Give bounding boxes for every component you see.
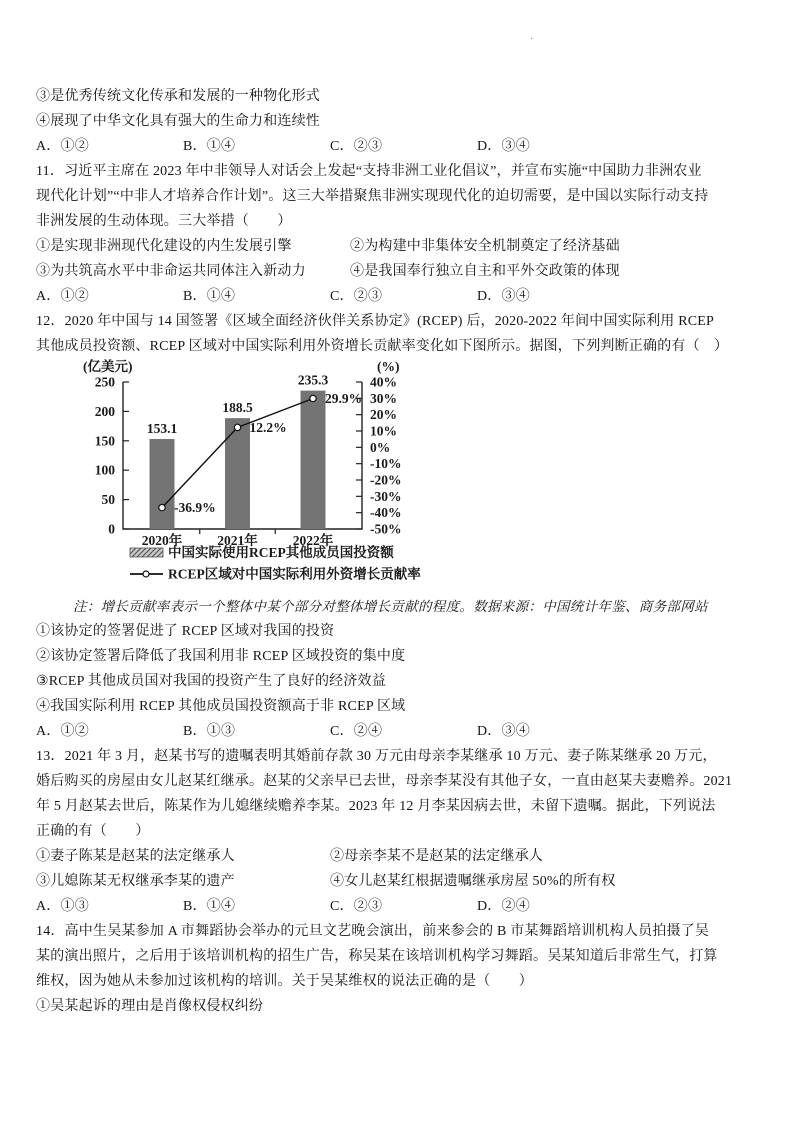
svg-text:RCEP区域对中国实际利用外资增长贡献率: RCEP区域对中国实际利用外资增长贡献率: [168, 566, 421, 582]
q10-option-a: A．①②: [36, 139, 89, 154]
svg-text:100: 100: [94, 462, 115, 478]
svg-text:-36.9%: -36.9%: [174, 500, 216, 516]
svg-text:40%: 40%: [370, 374, 397, 390]
svg-text:29.9%: 29.9%: [325, 390, 363, 406]
svg-text:-30%: -30%: [370, 488, 402, 504]
q13-stem-line-3: 年 5 月赵某去世后，陈某作为儿媳继续赡养李某。2023 年 12 月李某因病去世，未留下遗嘱。据此，下列说法: [36, 799, 716, 814]
q11-stem-line-2: 现代化计划”“中非人才培养合作计划”。这三大举措聚焦非洲实现现代化的迫切需要，是中国以实际行动支持: [36, 189, 709, 204]
svg-text:12.2%: 12.2%: [249, 419, 287, 435]
q11-stem-line-1: 11．习近平主席在 2023 年中非领导人对话会上发起“支持非洲工业化倡议”，并宣布实施“中国助力非洲农业: [36, 164, 702, 179]
q11-option-a: A．①②: [36, 289, 89, 304]
svg-text:-50%: -50%: [370, 521, 402, 537]
svg-text:2021年: 2021年: [217, 533, 258, 548]
q10-option-b: B．①④: [183, 139, 236, 154]
svg-text:2022年: 2022年: [292, 533, 334, 548]
svg-text:-10%: -10%: [370, 456, 402, 472]
q13-option-b: B．①④: [183, 899, 236, 914]
q12-option-a: A．①②: [36, 724, 89, 739]
q12-statement-4: ④我国实际利用 RCEP 其他成员国投资额高于非 RCEP 区域: [36, 699, 406, 714]
svg-text:0%: 0%: [370, 439, 391, 455]
q13-statement-4: ④女儿赵某红根据遗嘱继承房屋 50%的所有权: [330, 874, 616, 889]
svg-text:(%): (%): [377, 359, 400, 374]
q10-statement-3: ③是优秀传统文化传承和发展的一种物化形式: [36, 89, 320, 104]
q12-statement-2: ②该协定签署后降低了我国利用非 RCEP 区域投资的集中度: [36, 649, 406, 664]
q14-statement-1: ①吴某起诉的理由是肖像权侵权纠纷: [36, 999, 264, 1014]
q13-options: [36, 894, 765, 919]
q12-option-d: D．③④: [477, 724, 530, 739]
svg-text:30%: 30%: [370, 390, 397, 406]
q10-statement-4: ④展现了中华文化具有强大的生命力和连续性: [36, 114, 320, 129]
q11-option-d: D．③④: [477, 289, 530, 304]
svg-text:50: 50: [101, 492, 115, 508]
q11-statements-row-1: [36, 234, 765, 259]
svg-text:250: 250: [94, 374, 115, 390]
q13-statements-row-2: [36, 869, 765, 894]
q13-stem-line-4: 正确的有（ ）: [36, 824, 150, 839]
q11-statement-3: ③为共筑高水平中非命运共同体注入新动力: [36, 264, 306, 279]
q10-options: [36, 134, 765, 159]
svg-text:235.3: 235.3: [297, 372, 329, 388]
q12-option-c: C．②④: [330, 724, 383, 739]
rcep-investment-chart: [55, 359, 765, 594]
q14-stem-line-3: 维权，因为她从未参加过该机构的培训。关于吴某维权的说法正确的是（ ）: [36, 974, 533, 989]
q11-option-b: B．①④: [183, 289, 236, 304]
q12-stem-line-2: 其他成员投资额、RCEP 区域对中国实际利用外资增长贡献率变化如下图所示。据图，下列判断正确的有（ ）: [36, 339, 729, 354]
svg-text:-40%: -40%: [370, 505, 402, 521]
q11-options: [36, 284, 765, 309]
svg-text:10%: 10%: [370, 423, 397, 439]
svg-text:中国实际使用RCEP其他成员国投资额: 中国实际使用RCEP其他成员国投资额: [168, 545, 394, 560]
q13-statement-3: ③儿媳陈某无权继承李某的遗产: [36, 874, 235, 889]
q13-statements-row-1: [36, 844, 765, 869]
svg-text:188.5: 188.5: [222, 400, 253, 416]
q14-stem-line-1: 14．高中生吴某参加 A 市舞蹈协会举办的元旦文艺晚会演出，前来参会的 B 市某舞蹈培训机构人员拍摄了吴: [36, 924, 710, 939]
q11-statement-1: ①是实现非洲现代化建设的内生发展引擎: [36, 239, 292, 254]
svg-text:(亿美元): (亿美元): [83, 359, 133, 374]
q11-option-c: C．②③: [330, 289, 383, 304]
q11-statement-2: ②为构建中非集体安全机制奠定了经济基础: [350, 239, 620, 254]
svg-text:-20%: -20%: [370, 472, 402, 488]
q10-option-d: D．③④: [477, 139, 530, 154]
q13-stem-line-2: 婚后购买的房屋由女儿赵某红继承。赵某的父亲早已去世，母亲李某没有其他子女，一直由赵某夫妻赡养。2021: [36, 774, 733, 789]
q12-statement-1: ①该协定的签署促进了 RCEP 区域对我国的投资: [36, 624, 335, 639]
q14-stem-line-2: 某的演出照片，之后用于该培训机构的招生广告，称吴某在该培训机构学习舞蹈。吴某知道后非常生气，打算: [36, 949, 718, 964]
q13-statement-2: ②母亲李某不是赵某的法定继承人: [330, 849, 543, 864]
q13-option-c: C．②③: [330, 899, 383, 914]
chart-note: 注：增长贡献率表示一个整体中某个部分对整体增长贡献的程度。数据来源：中国统计年鉴、商务部网站: [73, 599, 708, 614]
q12-statement-3: ③RCEP 其他成员国对我国的投资产生了良好的经济效益: [36, 674, 386, 689]
svg-text:153.1: 153.1: [146, 420, 178, 436]
q13-option-d: D．②④: [477, 899, 530, 914]
page-corner-mark: .: [530, 28, 533, 42]
q10-option-c: C．②③: [330, 139, 383, 154]
q11-statement-4: ④是我国奉行独立自主和平外交政策的体现: [350, 264, 620, 279]
chart-canvas: [55, 359, 485, 589]
q13-statement-1: ①妻子陈某是赵某的法定继承人: [36, 849, 235, 864]
q13-option-a: A．①③: [36, 899, 89, 914]
svg-text:0: 0: [108, 521, 115, 537]
q11-statements-row-2: [36, 259, 765, 284]
q13-stem-line-1: 13．2021 年 3 月，赵某书写的遗嘱表明其婚前存款 30 万元由母亲李某继承 10 万元、妻子陈某继承 20 万元，: [36, 749, 717, 764]
q12-stem-line-1: 12．2020 年中国与 14 国签署《区域全面经济伙伴关系协定》(RCEP) 后，2020-2022 年间中国实际利用 RCEP: [36, 314, 715, 329]
svg-text:2020年: 2020年: [141, 533, 183, 548]
q12-option-b: B．①③: [183, 724, 236, 739]
svg-text:150: 150: [94, 433, 115, 449]
svg-text:200: 200: [94, 403, 115, 419]
q12-options: [36, 719, 765, 744]
q11-stem-line-3: 非洲发展的生动体现。三大举措（ ）: [36, 214, 292, 229]
svg-text:20%: 20%: [370, 407, 397, 423]
